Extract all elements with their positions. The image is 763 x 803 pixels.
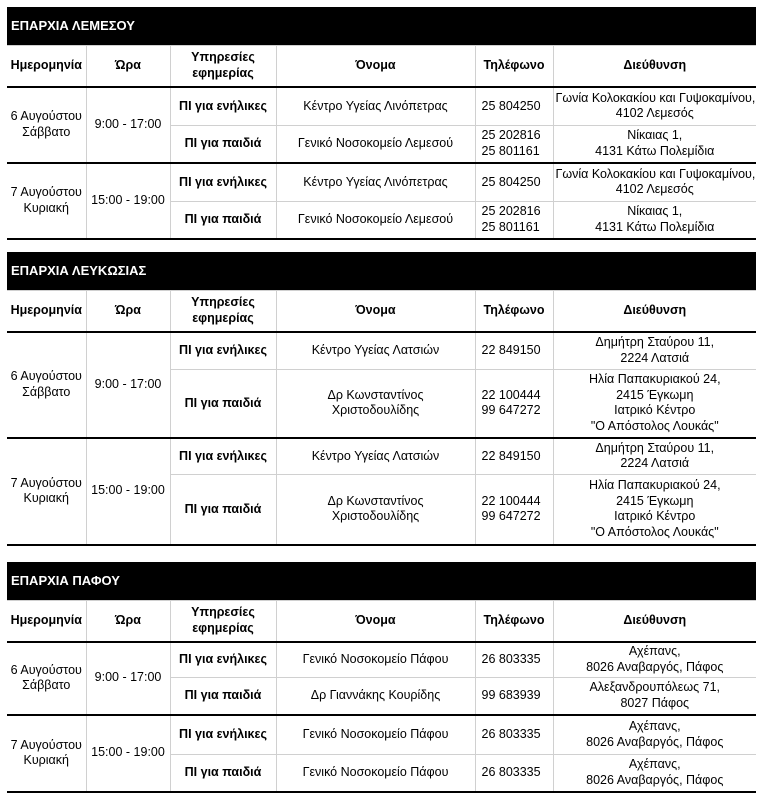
phone-cell: 22 100444 99 647272 — [475, 370, 553, 438]
service-cell: ΠΙ για ενήλικες — [170, 642, 276, 678]
table-header-row — [7, 291, 756, 332]
address-cell: Γωνία Κολοκακίου και Γυψοκαμίνου, 4102 Λεμεσός — [553, 163, 756, 202]
header-service: Υπηρεσίες εφημερίας — [170, 601, 276, 642]
district-title: ΕΠΑΡΧΙΑ ΠΑΦΟΥ — [7, 562, 756, 600]
name-cell: Κέντρο Υγείας Λατσιών — [276, 438, 475, 475]
header-address: Διεύθυνση — [553, 291, 756, 332]
header-name: Όνομα — [276, 291, 475, 332]
phone-cell: 22 849150 — [475, 438, 553, 475]
address-cell: Δημήτρη Σταύρου 11, 2224 Λατσιά — [553, 438, 756, 475]
service-cell: ΠΙ για ενήλικες — [170, 438, 276, 475]
date-cell: 6 Αυγούστου Σάββατο — [7, 87, 86, 163]
address-cell: Αχέπανς, 8026 Αναβαργός, Πάφος — [553, 715, 756, 755]
phone-cell: 99 683939 — [475, 678, 553, 715]
header-date: Ημερομηνία — [7, 46, 86, 87]
time-cell: 15:00 - 19:00 — [86, 715, 170, 792]
name-cell: Γενικό Νοσοκομείο Πάφου — [276, 715, 475, 755]
phone-cell: 25 202816 25 801161 — [475, 126, 553, 163]
name-cell: Κέντρο Υγείας Λινόπετρας — [276, 163, 475, 202]
address-cell: Αχέπανς, 8026 Αναβαργός, Πάφος — [553, 755, 756, 792]
service-cell: ΠΙ για παιδιά — [170, 370, 276, 438]
address-cell: Αλεξανδρουπόλεως 71, 8027 Πάφος — [553, 678, 756, 715]
district-section — [7, 7, 756, 240]
phone-cell: 26 803335 — [475, 715, 553, 755]
district-section — [7, 252, 756, 546]
table-header-row — [7, 46, 756, 87]
date-cell: 7 Αυγούστου Κυριακή — [7, 163, 86, 239]
phone-cell: 22 849150 — [475, 332, 553, 370]
header-date: Ημερομηνία — [7, 601, 86, 642]
header-address: Διεύθυνση — [553, 46, 756, 87]
date-cell: 7 Αυγούστου Κυριακή — [7, 715, 86, 792]
service-cell: ΠΙ για παιδιά — [170, 126, 276, 163]
address-cell: Νίκαιας 1, 4131 Κάτω Πολεμίδια — [553, 126, 756, 163]
header-phone: Τηλέφωνο — [475, 46, 553, 87]
district-section — [7, 562, 756, 793]
time-cell: 9:00 - 17:00 — [86, 332, 170, 438]
table-row — [7, 642, 756, 678]
district-title: ΕΠΑΡΧΙΑ ΛΕΜΕΣΟΥ — [7, 7, 756, 45]
phone-cell: 25 804250 — [475, 163, 553, 202]
phone-cell: 26 803335 — [475, 642, 553, 678]
header-address: Διεύθυνση — [553, 601, 756, 642]
phone-cell: 26 803335 — [475, 755, 553, 792]
schedule-table — [7, 290, 756, 546]
time-cell: 15:00 - 19:00 — [86, 163, 170, 239]
service-cell: ΠΙ για ενήλικες — [170, 332, 276, 370]
name-cell: Κέντρο Υγείας Λατσιών — [276, 332, 475, 370]
name-cell: Δρ Γιαννάκης Κουρίδης — [276, 678, 475, 715]
header-time: Ώρα — [86, 291, 170, 332]
service-cell: ΠΙ για ενήλικες — [170, 87, 276, 126]
header-name: Όνομα — [276, 601, 475, 642]
schedule-table — [7, 45, 756, 240]
address-cell: Δημήτρη Σταύρου 11, 2224 Λατσιά — [553, 332, 756, 370]
time-cell: 15:00 - 19:00 — [86, 438, 170, 545]
schedule-table — [7, 600, 756, 793]
table-row — [7, 438, 756, 475]
name-cell: Δρ Κωνσταντίνος Χριστοδουλίδης — [276, 370, 475, 438]
table-row — [7, 332, 756, 370]
address-cell: Νίκαιας 1, 4131 Κάτω Πολεμίδια — [553, 202, 756, 239]
header-service: Υπηρεσίες εφημερίας — [170, 291, 276, 332]
header-phone: Τηλέφωνο — [475, 291, 553, 332]
service-cell: ΠΙ για παιδιά — [170, 475, 276, 545]
date-cell: 6 Αυγούστου Σάββατο — [7, 642, 86, 715]
table-row — [7, 715, 756, 755]
header-phone: Τηλέφωνο — [475, 601, 553, 642]
name-cell: Γενικό Νοσοκομείο Πάφου — [276, 642, 475, 678]
header-date: Ημερομηνία — [7, 291, 86, 332]
phone-cell: 22 100444 99 647272 — [475, 475, 553, 545]
table-row — [7, 163, 756, 202]
service-cell: ΠΙ για παιδιά — [170, 202, 276, 239]
header-time: Ώρα — [86, 46, 170, 87]
table-row — [7, 87, 756, 126]
name-cell: Γενικό Νοσοκομείο Πάφου — [276, 755, 475, 792]
name-cell: Κέντρο Υγείας Λινόπετρας — [276, 87, 475, 126]
header-time: Ώρα — [86, 601, 170, 642]
time-cell: 9:00 - 17:00 — [86, 87, 170, 163]
phone-cell: 25 804250 — [475, 87, 553, 126]
time-cell: 9:00 - 17:00 — [86, 642, 170, 715]
table-header-row — [7, 601, 756, 642]
header-name: Όνομα — [276, 46, 475, 87]
date-cell: 7 Αυγούστου Κυριακή — [7, 438, 86, 545]
address-cell: Αχέπανς, 8026 Αναβαργός, Πάφος — [553, 642, 756, 678]
name-cell: Γενικό Νοσοκομείο Λεμεσού — [276, 202, 475, 239]
address-cell: Ηλία Παπακυριακού 24, 2415 Έγκωμη Ιατρικό Κέντρο "Ο Απόστολος Λουκάς" — [553, 475, 756, 545]
service-cell: ΠΙ για ενήλικες — [170, 163, 276, 202]
name-cell: Δρ Κωνσταντίνος Χριστοδουλίδης — [276, 475, 475, 545]
date-cell: 6 Αυγούστου Σάββατο — [7, 332, 86, 438]
address-cell: Ηλία Παπακυριακού 24, 2415 Έγκωμη Ιατρικό Κέντρο "Ο Απόστολος Λουκάς" — [553, 370, 756, 438]
service-cell: ΠΙ για ενήλικες — [170, 715, 276, 755]
service-cell: ΠΙ για παιδιά — [170, 678, 276, 715]
service-cell: ΠΙ για παιδιά — [170, 755, 276, 792]
address-cell: Γωνία Κολοκακίου και Γυψοκαμίνου, 4102 Λεμεσός — [553, 87, 756, 126]
phone-cell: 25 202816 25 801161 — [475, 202, 553, 239]
header-service: Υπηρεσίες εφημερίας — [170, 46, 276, 87]
name-cell: Γενικό Νοσοκομείο Λεμεσού — [276, 126, 475, 163]
district-title: ΕΠΑΡΧΙΑ ΛΕΥΚΩΣΙΑΣ — [7, 252, 756, 290]
